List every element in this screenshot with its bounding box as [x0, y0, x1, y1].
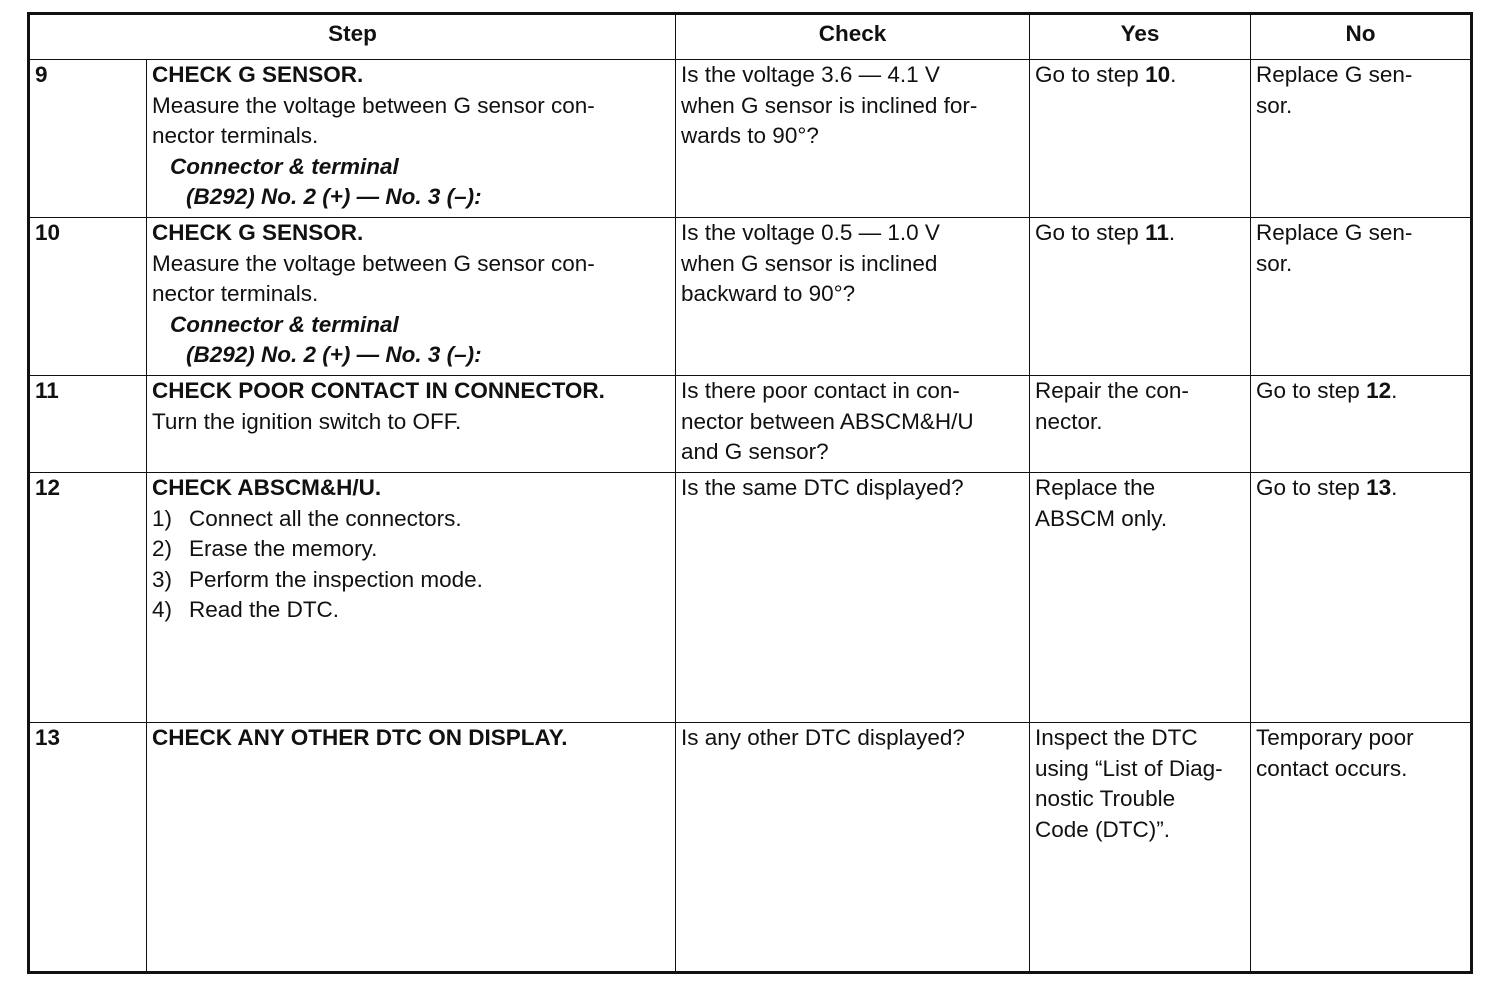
list-item-number: 4): [152, 597, 173, 622]
no-line: Temporary poor: [1256, 725, 1414, 750]
no-cell: [1251, 473, 1472, 723]
list-item-number: 3): [152, 566, 173, 592]
no-cell: [1251, 60, 1472, 218]
step-number: 11: [29, 376, 147, 473]
step-title: CHECK G SENSOR.: [152, 220, 364, 245]
list-item-number: 1): [152, 505, 173, 531]
list-item-text: Perform the inspection mode.: [189, 566, 483, 592]
check-line: backward to 90°?: [681, 281, 856, 306]
no-suffix: .: [1391, 378, 1398, 403]
yes-line: using “List of Diag-: [1035, 755, 1223, 781]
check-line: Is there poor contact in con-: [681, 378, 960, 403]
no-line: contact occurs.: [1256, 755, 1408, 781]
step-desc-line: Measure the voltage between G sensor con-: [152, 250, 595, 276]
yes-text: Go to step: [1035, 62, 1146, 87]
no-line: Replace G sen-: [1256, 62, 1413, 87]
connector-value: (B292) No. 2 (+) — No. 3 (–):: [186, 342, 482, 367]
no-suffix: .: [1391, 475, 1398, 500]
step-title: CHECK G SENSOR.: [152, 62, 364, 87]
step-title: CHECK POOR CONTACT IN CONNECTOR.: [152, 378, 605, 403]
step-number: 10: [29, 218, 147, 376]
list-item: [152, 504, 670, 535]
no-step-ref: 13: [1366, 475, 1392, 500]
yes-line: ABSCM only.: [1035, 505, 1168, 531]
step-number: 12: [29, 473, 147, 723]
list-item: [152, 565, 670, 596]
check-line: Is the same DTC displayed?: [681, 475, 964, 500]
yes-line: nostic Trouble: [1035, 786, 1176, 811]
no-cell: [1251, 723, 1472, 973]
step-number: 9: [29, 60, 147, 218]
check-cell: [676, 723, 1030, 973]
yes-suffix: .: [1170, 62, 1177, 87]
step-cell: [147, 218, 676, 376]
check-line: Is any other DTC displayed?: [681, 725, 965, 750]
step-desc-line: Measure the voltage between G sensor con-: [152, 92, 595, 118]
check-line: Is the voltage 0.5 — 1.0 V: [681, 220, 940, 245]
yes-line: Repair the con-: [1035, 378, 1189, 403]
yes-cell: [1030, 376, 1251, 473]
no-line: sor.: [1256, 250, 1293, 276]
connector-label: Connector & terminal: [170, 311, 399, 337]
step-title: CHECK ANY OTHER DTC ON DISPLAY.: [152, 725, 568, 750]
procedure-list: [152, 504, 670, 626]
list-item-text: Read the DTC.: [189, 597, 340, 622]
yes-cell: [1030, 723, 1251, 973]
yes-line: Inspect the DTC: [1035, 725, 1198, 750]
list-item-text: Erase the memory.: [189, 536, 378, 561]
header-check: Check: [676, 14, 1030, 60]
no-text: Go to step: [1256, 378, 1367, 403]
table-row: [29, 473, 1472, 723]
diagnostic-table: [27, 12, 1473, 974]
step-desc-line: nector terminals.: [152, 281, 319, 306]
step-desc-line: Turn the ignition switch to OFF.: [152, 408, 462, 434]
check-line: when G sensor is inclined for-: [681, 92, 978, 118]
yes-text: Go to step: [1035, 220, 1146, 245]
check-cell: [676, 473, 1030, 723]
no-line: sor.: [1256, 92, 1293, 118]
table-row: [29, 723, 1472, 973]
header-no: No: [1251, 14, 1472, 60]
list-item-text: Connect all the connectors.: [189, 505, 462, 531]
list-item: [152, 595, 670, 626]
yes-step-ref: 11: [1145, 220, 1169, 245]
no-cell: [1251, 376, 1472, 473]
header-row: [29, 14, 1472, 60]
no-cell: [1251, 218, 1472, 376]
yes-step-ref: 10: [1145, 62, 1171, 87]
yes-cell: [1030, 60, 1251, 218]
header-yes: Yes: [1030, 14, 1251, 60]
step-cell: [147, 723, 676, 973]
check-cell: [676, 218, 1030, 376]
step-number: 13: [29, 723, 147, 973]
connector-label: Connector & terminal: [170, 153, 399, 179]
no-text: Go to step: [1256, 475, 1367, 500]
step-cell: [147, 376, 676, 473]
connector-value: (B292) No. 2 (+) — No. 3 (–):: [186, 184, 482, 209]
check-line: Is the voltage 3.6 — 4.1 V: [681, 62, 940, 87]
yes-suffix: .: [1168, 220, 1176, 245]
no-step-ref: 12: [1366, 378, 1392, 403]
no-line: Replace G sen-: [1256, 220, 1413, 245]
check-line: nector between ABSCM&H/U: [681, 408, 974, 434]
step-desc-line: nector terminals.: [152, 123, 319, 148]
table-row: [29, 60, 1472, 218]
table-row: [29, 376, 1472, 473]
check-cell: [676, 60, 1030, 218]
yes-line: Code (DTC)”.: [1035, 816, 1171, 842]
yes-cell: [1030, 218, 1251, 376]
step-title: CHECK ABSCM&H/U.: [152, 475, 382, 500]
check-line: when G sensor is inclined: [681, 250, 938, 276]
step-cell: [147, 473, 676, 723]
header-step: Step: [29, 14, 676, 60]
check-line: wards to 90°?: [681, 123, 819, 148]
list-item-number: 2): [152, 536, 173, 561]
yes-line: nector.: [1035, 408, 1103, 434]
table-row: [29, 218, 1472, 376]
yes-line: Replace the: [1035, 475, 1156, 500]
yes-cell: [1030, 473, 1251, 723]
step-cell: [147, 60, 676, 218]
list-item: [152, 534, 670, 565]
check-line: and G sensor?: [681, 439, 829, 464]
check-cell: [676, 376, 1030, 473]
